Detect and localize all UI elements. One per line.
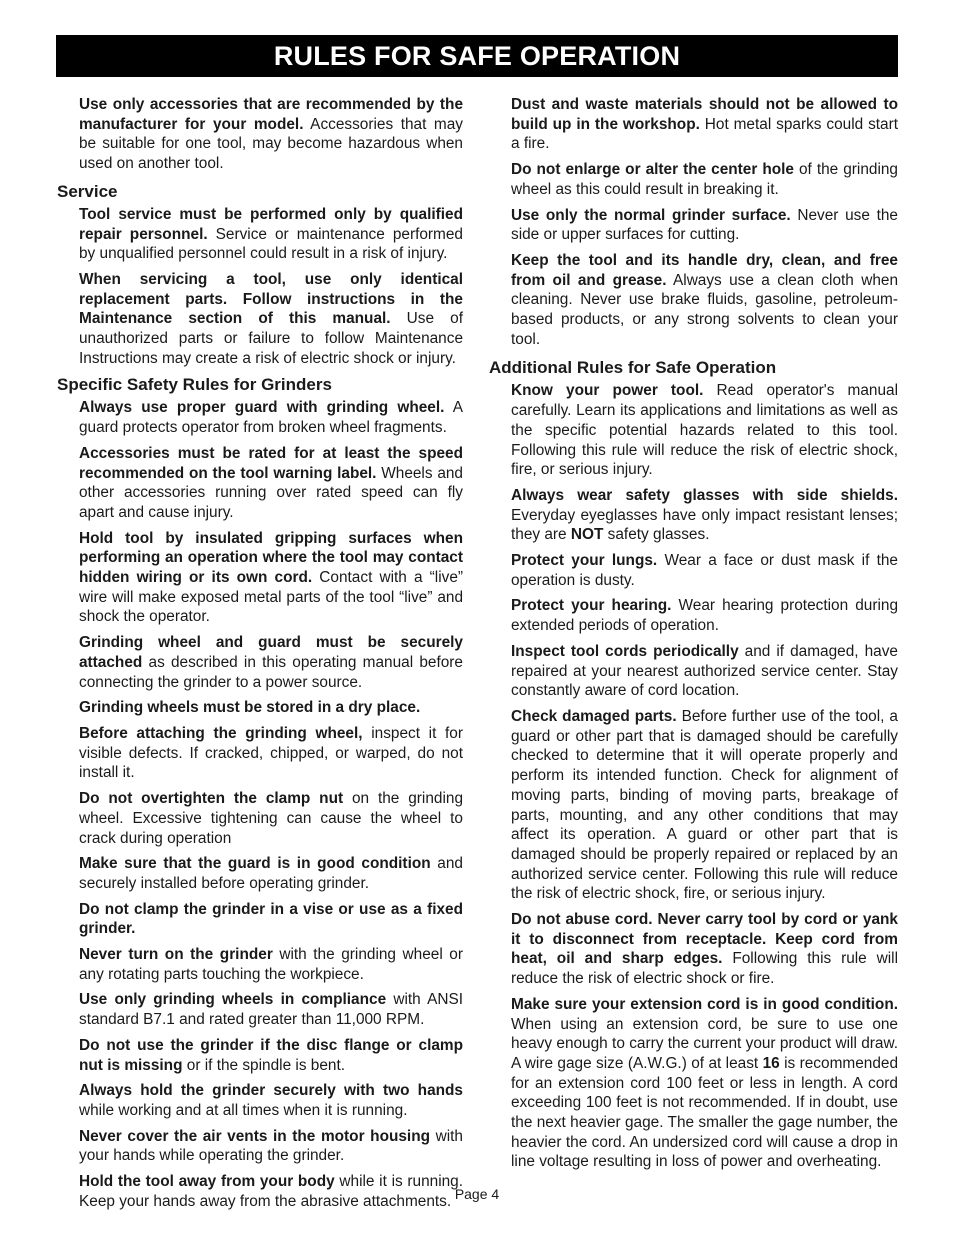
rule-text: Wear a face or dust mask if the operation is dusty.	[511, 552, 898, 589]
rule-paragraph	[79, 95, 463, 174]
rule-paragraph	[511, 707, 898, 904]
rule-lead: Make sure that the guard is in good condition	[79, 855, 431, 873]
rule-emphasis: 16	[762, 1054, 780, 1072]
rule-text: Everyday eyeglasses have only impact resistant lenses; they are	[511, 506, 898, 544]
rule-lead: Make sure your extension cord is in good condition.	[511, 995, 898, 1013]
rule-lead: Accessories must be rated for at least the speed recommended on the tool warning label.	[79, 444, 463, 482]
service-heading: Service	[57, 181, 118, 201]
rule-lead: Never cover the air vents in the motor housing	[79, 1127, 431, 1145]
rule-paragraph	[79, 945, 463, 984]
rule-text: safety glasses.	[603, 526, 710, 544]
rule-paragraph	[511, 486, 898, 545]
rule-paragraph	[511, 251, 898, 350]
workshop-rules	[489, 95, 898, 349]
rule-paragraph	[79, 724, 463, 783]
rule-lead: Before attaching the grinding wheel,	[79, 724, 363, 742]
rule-text: Read operator's manual carefully. Learn its applications and limitations as well as the specific potential hazards related to this tool. Following this rule will reduce the risk of electric shock, fire, or serious injury.	[511, 382, 898, 479]
rule-paragraph	[79, 444, 463, 523]
rule-paragraph	[79, 1036, 463, 1075]
rule-text: Following this rule will reduce the risk of electric shock or fire.	[511, 950, 898, 988]
rule-text: Hot metal sparks could start a fire.	[511, 115, 898, 153]
rule-lead: Inspect tool cords periodically	[511, 642, 739, 660]
specific-safety-heading: Specific Safety Rules for Grinders	[57, 375, 332, 395]
rule-lead: Use only grinding wheels in compliance	[79, 991, 387, 1009]
additional-rules-heading: Additional Rules for Safe Operation	[489, 358, 777, 378]
rule-paragraph	[79, 854, 463, 893]
rule-lead: Do not enlarge or alter the center hole	[511, 161, 794, 179]
rule-paragraph	[511, 551, 898, 590]
additional-rules	[489, 381, 898, 1172]
rule-paragraph	[511, 206, 898, 245]
intro-rules	[57, 95, 463, 174]
rule-text: Before further use of the tool, a guard or other part that is damaged should be carefully checked to determine that it will operate properly and perform its intended function. Check for alignment of moving parts, binding of moving parts, breakage of parts, mounting, and any other conditions that may affect its operation. A guard or other part that is damaged should be properly repaired or replaced by an authorized service center. Following this rule will reduce the risk of electric shock, fire, or serious injury.	[511, 707, 898, 903]
rule-lead: Know your power tool.	[511, 382, 704, 400]
rule-paragraph	[79, 529, 463, 628]
rule-lead: Hold tool by insulated gripping surfaces when performing an operation where the tool may contact hidden wiring or its own cord.	[79, 529, 463, 587]
specific-safety-rules	[57, 398, 463, 1211]
rule-text: and securely installed before operating grinder.	[79, 855, 463, 892]
rule-paragraph	[79, 698, 463, 718]
rule-paragraph	[511, 995, 898, 1172]
rule-lead: Grinding wheel and guard must be securely attached	[79, 634, 463, 671]
rule-paragraph	[79, 270, 463, 369]
rule-paragraph	[511, 596, 898, 635]
rule-lead: Do not overtighten the clamp nut	[79, 790, 344, 808]
rule-text: Accessories that may be suitable for one tool, may become hazardous when used on another tool.	[79, 115, 463, 173]
rule-text: while working and at all times when it is running.	[79, 1101, 408, 1119]
rule-text: with the grinding wheel or any rotating parts touching the workpiece.	[79, 946, 463, 983]
rule-paragraph	[79, 1081, 463, 1120]
rule-paragraph	[511, 381, 898, 480]
rule-text: while it is running. Keep your hands away from the abrasive attachments.	[79, 1173, 464, 1210]
rule-lead: Use only accessories that are recommended by the manufacturer for your model.	[79, 96, 463, 133]
right-column	[489, 95, 898, 1178]
rule-lead: When servicing a tool, use only identical replacement parts. Follow instructions in the Maintenance section of this manual.	[79, 270, 463, 328]
rule-lead: Tool service must be performed only by qualified repair personnel.	[79, 205, 463, 243]
rule-text: Service or maintenance performed by unqualified personnel could result in a risk of injury.	[79, 225, 463, 263]
rule-text: and if damaged, have repaired at your nearest authorized service center. Stay constantly aware of cord location.	[511, 642, 898, 700]
rule-paragraph	[511, 160, 898, 199]
page-number: Page 4	[454, 1186, 500, 1202]
rule-text: on the grinding wheel. Excessive tightening can cause the wheel to crack during operation	[79, 790, 464, 847]
rule-paragraph	[79, 789, 463, 848]
rule-paragraph	[511, 910, 898, 989]
rule-lead: Always use proper guard with grinding wheel.	[79, 399, 445, 417]
rule-text: Contact with a “live” wire will make exposed metal parts of the tool “live” and shock the operator.	[79, 569, 464, 626]
rule-paragraph	[79, 1127, 463, 1166]
rule-paragraph	[79, 900, 463, 939]
rule-text: of the grinding wheel as this could result in breaking it.	[511, 161, 898, 198]
rule-lead: Protect your lungs.	[511, 552, 658, 570]
left-column	[57, 95, 463, 1217]
rule-lead: Do not use the grinder if the disc flange or clamp nut is missing	[79, 1036, 463, 1074]
rule-lead: Always hold the grinder securely with two hands	[79, 1082, 463, 1100]
rule-paragraph	[79, 398, 463, 437]
rule-lead: Hold the tool away from your body	[79, 1173, 335, 1191]
rule-lead: Do not abuse cord. Never carry tool by cord or yank it to disconnect from receptacle. Keep cord from heat, oil and sharp edges.	[511, 911, 898, 968]
rule-text: or if the spindle is bent.	[182, 1056, 346, 1074]
rule-text: Never use the side or upper surfaces for cutting.	[511, 206, 898, 244]
rule-text: is recommended for an extension cord 100 feet or less in length. A cord exceeding 100 feet is not recommended. If in doubt, use the next heavier gage. The smaller the gage number, the heavier the cord. An undersized cord will cause a drop in line voltage resulting in loss of power and overheating.	[511, 1054, 899, 1171]
rule-lead: Do not clamp the grinder in a vise or use as a fixed grinder.	[79, 900, 463, 938]
rule-paragraph	[79, 205, 463, 264]
page-title: RULES FOR SAFE OPERATION	[56, 35, 898, 77]
rule-lead: Dust and waste materials should not be allowed to build up in the workshop.	[511, 96, 898, 133]
rule-text: A guard protects operator from broken wheel fragments.	[79, 399, 464, 437]
rule-lead: Keep the tool and its handle dry, clean, and free from oil and grease.	[511, 251, 898, 289]
rule-text: Use of unauthorized parts or failure to follow Maintenance Instructions may create a risk of electric shock or injury.	[79, 310, 463, 367]
rule-text: with ANSI standard B7.1 and rated greater than 11,000 RPM.	[79, 991, 463, 1029]
rule-text: Wheels and other accessories running over rated speed can fly apart and cause injury.	[79, 464, 463, 521]
rule-lead: Protect your hearing.	[511, 597, 672, 615]
rule-lead: Check damaged parts.	[511, 707, 677, 725]
rule-text: inspect it for visible defects. If cracked, chipped, or warped, do not install it.	[79, 724, 463, 782]
service-rules	[57, 205, 463, 369]
rule-lead: Never turn on the grinder	[79, 946, 273, 964]
rule-text: with your hands while operating the grinder.	[79, 1127, 463, 1165]
rule-text: When using an extension cord, be sure to use one heavy enough to carry the current your product will draw. A wire gage size (A.W.G.) of at least	[511, 1015, 898, 1072]
rule-emphasis: NOT	[570, 526, 604, 544]
rule-paragraph	[511, 95, 898, 154]
rule-text: Always use a clean cloth when cleaning. Never use brake fluids, gasoline, petroleum-based products, or any strong solvents to clean your tool.	[511, 271, 899, 348]
rule-paragraph	[511, 642, 898, 701]
rule-lead: Grinding wheels must be stored in a dry place.	[79, 699, 421, 717]
rule-lead: Always wear safety glasses with side shields.	[511, 486, 898, 504]
rule-paragraph	[79, 990, 463, 1029]
rule-text: as described in this operating manual before connecting the grinder to a power source.	[79, 653, 463, 691]
rule-lead: Use only the normal grinder surface.	[511, 206, 791, 224]
rule-text: Wear hearing protection during extended periods of operation.	[511, 597, 899, 635]
rule-paragraph	[79, 633, 463, 692]
